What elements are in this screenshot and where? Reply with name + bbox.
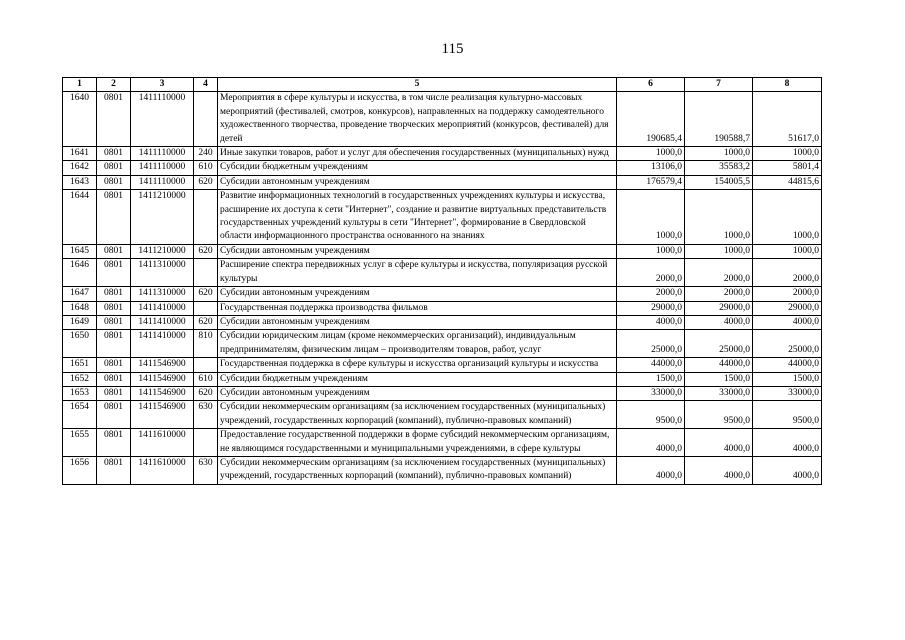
amount-col8-cell: 29000,0 [753, 301, 822, 315]
amount-col6-cell: 44000,0 [617, 358, 685, 372]
amount-col7-cell: 4000,0 [685, 456, 753, 484]
expense-kind-cell [194, 301, 218, 315]
row-number-cell: 1654 [63, 401, 97, 429]
table-body [63, 92, 822, 484]
target-code-cell: 1411110000 [131, 175, 194, 189]
amount-col8-cell: 44000,0 [753, 358, 822, 372]
column-header: 2 [97, 78, 131, 92]
row-number-cell: 1648 [63, 301, 97, 315]
expense-kind-cell: 810 [194, 330, 218, 358]
target-code-cell: 1411310000 [131, 287, 194, 301]
section-code-cell: 0801 [97, 259, 131, 287]
amount-col8-cell: 2000,0 [753, 287, 822, 301]
amount-col6-cell: 1000,0 [617, 147, 685, 161]
target-code-cell: 1411310000 [131, 259, 194, 287]
expense-kind-cell [194, 429, 218, 457]
description-cell: Развитие информационных технологий в государственных учреждениях культуры и искусства, расширение их доступа к сети "Интернет", создание и развитие виртуальных представительств государственных учреждений культуры в сети "Интернет", формирование в Свердловской области информационного пространства основанного на знаниях [218, 190, 617, 245]
amount-col8-cell: 25000,0 [753, 330, 822, 358]
amount-col7-cell: 1000,0 [685, 190, 753, 245]
amount-col6-cell: 2000,0 [617, 287, 685, 301]
amount-col7-cell: 4000,0 [685, 429, 753, 457]
amount-col8-cell: 1500,0 [753, 372, 822, 386]
section-code-cell: 0801 [97, 456, 131, 484]
amount-col7-cell: 2000,0 [685, 287, 753, 301]
amount-col6-cell: 4000,0 [617, 429, 685, 457]
amount-col8-cell: 4000,0 [753, 456, 822, 484]
target-code-cell: 1411546900 [131, 372, 194, 386]
section-code-cell: 0801 [97, 315, 131, 329]
amount-col7-cell: 35583,2 [685, 161, 753, 175]
table-row [63, 315, 822, 329]
amount-col6-cell: 25000,0 [617, 330, 685, 358]
amount-col7-cell: 1000,0 [685, 147, 753, 161]
amount-col7-cell: 2000,0 [685, 259, 753, 287]
description-cell: Государственная поддержка в сфере культуры и искусства организаций культуры и искусства [218, 358, 617, 372]
column-header: 1 [63, 78, 97, 92]
table-header-row [63, 78, 822, 92]
table-row [63, 358, 822, 372]
target-code-cell: 1411546900 [131, 358, 194, 372]
row-number-cell: 1640 [63, 92, 97, 147]
table-row [63, 301, 822, 315]
expense-kind-cell: 620 [194, 287, 218, 301]
column-header: 7 [685, 78, 753, 92]
expense-kind-cell: 630 [194, 456, 218, 484]
description-cell: Расширение спектра передвижных услуг в сфере культуры и искусства, популяризация русской культуры [218, 259, 617, 287]
expense-kind-cell: 620 [194, 315, 218, 329]
amount-col6-cell: 176579,4 [617, 175, 685, 189]
amount-col6-cell: 9500,0 [617, 401, 685, 429]
expense-kind-cell: 620 [194, 244, 218, 258]
amount-col7-cell: 9500,0 [685, 401, 753, 429]
amount-col8-cell: 5801,4 [753, 161, 822, 175]
amount-col7-cell: 29000,0 [685, 301, 753, 315]
section-code-cell: 0801 [97, 175, 131, 189]
expense-kind-cell [194, 358, 218, 372]
amount-col8-cell: 1000,0 [753, 147, 822, 161]
target-code-cell: 1411110000 [131, 92, 194, 147]
row-number-cell: 1650 [63, 330, 97, 358]
expense-kind-cell [194, 190, 218, 245]
amount-col6-cell: 2000,0 [617, 259, 685, 287]
table-row [63, 456, 822, 484]
row-number-cell: 1649 [63, 315, 97, 329]
section-code-cell: 0801 [97, 161, 131, 175]
section-code-cell: 0801 [97, 358, 131, 372]
target-code-cell: 1411546900 [131, 401, 194, 429]
amount-col8-cell: 44815,6 [753, 175, 822, 189]
row-number-cell: 1647 [63, 287, 97, 301]
expense-kind-cell: 240 [194, 147, 218, 161]
description-cell: Субсидии автономным учреждениям [218, 315, 617, 329]
amount-col6-cell: 1000,0 [617, 190, 685, 245]
table-row [63, 175, 822, 189]
table-row [63, 330, 822, 358]
expense-kind-cell: 620 [194, 175, 218, 189]
row-number-cell: 1641 [63, 147, 97, 161]
expense-kind-cell [194, 92, 218, 147]
page-number: 115 [441, 41, 464, 57]
section-code-cell: 0801 [97, 429, 131, 457]
amount-col7-cell: 4000,0 [685, 315, 753, 329]
target-code-cell: 1411410000 [131, 330, 194, 358]
amount-col6-cell: 29000,0 [617, 301, 685, 315]
amount-col6-cell: 190685,4 [617, 92, 685, 147]
amount-col7-cell: 33000,0 [685, 386, 753, 400]
amount-col8-cell: 51617,0 [753, 92, 822, 147]
description-cell: Субсидии автономным учреждениям [218, 287, 617, 301]
expense-kind-cell: 610 [194, 161, 218, 175]
section-code-cell: 0801 [97, 92, 131, 147]
amount-col7-cell: 25000,0 [685, 330, 753, 358]
section-code-cell: 0801 [97, 401, 131, 429]
amount-col8-cell: 33000,0 [753, 386, 822, 400]
description-cell: Субсидии бюджетным учреждениям [218, 372, 617, 386]
expense-kind-cell: 610 [194, 372, 218, 386]
table-row [63, 386, 822, 400]
row-number-cell: 1645 [63, 244, 97, 258]
target-code-cell: 1411410000 [131, 301, 194, 315]
amount-col6-cell: 1500,0 [617, 372, 685, 386]
budget-table [62, 77, 822, 485]
description-cell: Субсидии юридическим лицам (кроме некоммерческих организаций), индивидуальным предпринимателям, физическим лицам – производителям товаров, работ, услуг [218, 330, 617, 358]
description-cell: Иные закупки товаров, работ и услуг для обеспечения государственных (муниципальных) нужд [218, 147, 617, 161]
table-row [63, 372, 822, 386]
table-row [63, 161, 822, 175]
target-code-cell: 1411610000 [131, 456, 194, 484]
target-code-cell: 1411110000 [131, 147, 194, 161]
column-header: 4 [194, 78, 218, 92]
amount-col8-cell: 1000,0 [753, 190, 822, 245]
row-number-cell: 1642 [63, 161, 97, 175]
description-cell: Субсидии бюджетным учреждениям [218, 161, 617, 175]
table-row [63, 92, 822, 147]
row-number-cell: 1655 [63, 429, 97, 457]
description-cell: Предоставление государственной поддержки в форме субсидий некоммерческим организациям, не являющимся государственными и муниципальными учреждениями, в сфере культуры [218, 429, 617, 457]
column-header: 8 [753, 78, 822, 92]
description-cell: Субсидии автономным учреждениям [218, 244, 617, 258]
description-cell: Субсидии некоммерческим организациям (за исключением государственных (муниципальных) учреждений, государственных корпораций (компаний), публично-правовых компаний) [218, 401, 617, 429]
row-number-cell: 1656 [63, 456, 97, 484]
amount-col7-cell: 1500,0 [685, 372, 753, 386]
amount-col6-cell: 4000,0 [617, 456, 685, 484]
amount-col6-cell: 33000,0 [617, 386, 685, 400]
section-code-cell: 0801 [97, 386, 131, 400]
section-code-cell: 0801 [97, 190, 131, 245]
amount-col7-cell: 1000,0 [685, 244, 753, 258]
target-code-cell: 1411610000 [131, 429, 194, 457]
target-code-cell: 1411210000 [131, 190, 194, 245]
target-code-cell: 1411546900 [131, 386, 194, 400]
amount-col8-cell: 9500,0 [753, 401, 822, 429]
row-number-cell: 1644 [63, 190, 97, 245]
expense-kind-cell [194, 259, 218, 287]
target-code-cell: 1411410000 [131, 315, 194, 329]
expense-kind-cell: 630 [194, 401, 218, 429]
description-cell: Мероприятия в сфере культуры и искусства, в том числе реализация культурно-массовых мероприятий (фестивалей, смотров, конкурсов), направленных на поддержку самодеятельного художественного творчества, проведение творческих мероприятий (конкурсов, фестивалей) для детей [218, 92, 617, 147]
description-cell: Субсидии автономным учреждениям [218, 386, 617, 400]
amount-col8-cell: 4000,0 [753, 315, 822, 329]
column-header: 6 [617, 78, 685, 92]
amount-col6-cell: 1000,0 [617, 244, 685, 258]
amount-col8-cell: 4000,0 [753, 429, 822, 457]
section-code-cell: 0801 [97, 372, 131, 386]
expense-kind-cell: 620 [194, 386, 218, 400]
amount-col8-cell: 1000,0 [753, 244, 822, 258]
description-cell: Государственная поддержка производства фильмов [218, 301, 617, 315]
table-row [63, 244, 822, 258]
amount-col7-cell: 154005,5 [685, 175, 753, 189]
amount-col6-cell: 13106,0 [617, 161, 685, 175]
table-row [63, 259, 822, 287]
amount-col8-cell: 2000,0 [753, 259, 822, 287]
row-number-cell: 1643 [63, 175, 97, 189]
section-code-cell: 0801 [97, 287, 131, 301]
table-row [63, 147, 822, 161]
description-cell: Субсидии некоммерческим организациям (за исключением государственных (муниципальных) учреждений, государственных корпораций (компаний), публично-правовых компаний) [218, 456, 617, 484]
table-row [63, 429, 822, 457]
section-code-cell: 0801 [97, 330, 131, 358]
amount-col7-cell: 44000,0 [685, 358, 753, 372]
target-code-cell: 1411110000 [131, 161, 194, 175]
amount-col7-cell: 190588,7 [685, 92, 753, 147]
table-row [63, 287, 822, 301]
description-cell: Субсидии автономным учреждениям [218, 175, 617, 189]
row-number-cell: 1653 [63, 386, 97, 400]
section-code-cell: 0801 [97, 301, 131, 315]
row-number-cell: 1646 [63, 259, 97, 287]
row-number-cell: 1651 [63, 358, 97, 372]
target-code-cell: 1411210000 [131, 244, 194, 258]
table-row [63, 401, 822, 429]
section-code-cell: 0801 [97, 244, 131, 258]
column-header: 5 [218, 78, 617, 92]
column-header: 3 [131, 78, 194, 92]
section-code-cell: 0801 [97, 147, 131, 161]
row-number-cell: 1652 [63, 372, 97, 386]
amount-col6-cell: 4000,0 [617, 315, 685, 329]
table-row [63, 190, 822, 245]
